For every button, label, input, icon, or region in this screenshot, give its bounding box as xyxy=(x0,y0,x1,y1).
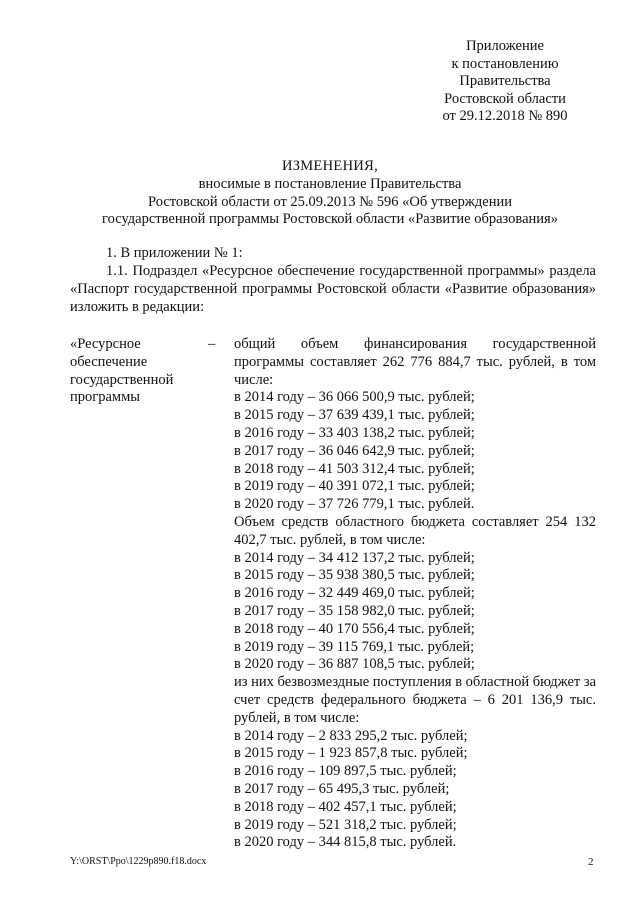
federal-year-line: в 2019 году – 521 318,2 тыс. рублей; xyxy=(234,816,457,833)
paragraph-1: 1. В приложении № 1: xyxy=(106,245,243,261)
regional-year-line: в 2015 году – 35 938 380,5 тыс. рублей; xyxy=(234,567,475,584)
total-year-line: в 2020 году – 37 726 779,1 тыс. рублей. xyxy=(234,496,475,513)
document-title xyxy=(60,158,600,229)
separator-dash: – xyxy=(208,336,216,352)
federal-intro: из них безвозмездные поступления в областной бюджет за счет средств федерального бюджета – 6 201 136,9 тыс. рублей, в том числе: xyxy=(234,674,597,726)
total-year-line: в 2019 году – 40 391 072,1 тыс. рублей; xyxy=(234,478,475,495)
total-year-line: в 2015 году – 37 639 439,1 тыс. рублей; xyxy=(234,407,475,424)
federal-year-line: в 2018 году – 402 457,1 тыс. рублей; xyxy=(234,798,457,815)
appendix-line: Ростовской области xyxy=(444,90,566,107)
appendix-line: Правительства xyxy=(459,73,551,90)
federal-year-line: в 2016 году – 109 897,5 тыс. рублей; xyxy=(234,763,457,780)
federal-year-line: в 2017 году – 65 495,3 тыс. рублей; xyxy=(234,780,450,797)
total-year-line: в 2016 году – 33 403 138,2 тыс. рублей; xyxy=(234,424,475,441)
title-line: вносимые в постановление Правительства xyxy=(198,175,462,192)
title-line: государственной программы Ростовской области «Развитие образования» xyxy=(102,211,558,228)
resource-label-line: программы xyxy=(70,389,140,406)
appendix-header xyxy=(420,38,590,126)
total-year-line: в 2014 году – 36 066 500,9 тыс. рублей; xyxy=(234,389,475,406)
appendix-line: Приложение xyxy=(466,38,544,54)
federal-year-line: в 2020 году – 344 815,8 тыс. рублей. xyxy=(234,834,457,851)
total-year-line: в 2017 году – 36 046 642,9 тыс. рублей; xyxy=(234,442,475,459)
total-year-line: в 2018 году – 41 503 312,4 тыс. рублей; xyxy=(234,460,475,477)
regional-year-line: в 2016 году – 32 449 469,0 тыс. рублей; xyxy=(234,585,475,602)
regional-year-line: в 2020 году – 36 887 108,5 тыс. рублей; xyxy=(234,656,475,673)
resource-details xyxy=(234,336,596,852)
resource-label-line: «Ресурсное xyxy=(70,336,141,352)
appendix-line: от 29.12.2018 № 890 xyxy=(442,108,568,125)
regional-year-line: в 2014 году – 34 412 137,2 тыс. рублей; xyxy=(234,549,475,566)
regional-year-line: в 2017 году – 35 158 982,0 тыс. рублей; xyxy=(234,602,475,619)
paragraph-1-1: 1.1. Подраздел «Ресурсное обеспечение государственной программы» раздела «Паспорт государственной программы Ростовской области «Развитие образования» изложить в редакции: xyxy=(70,263,596,315)
resource-label xyxy=(70,336,210,407)
federal-year-line: в 2015 году – 1 923 857,8 тыс. рублей; xyxy=(234,745,468,762)
regional-intro: Объем средств областного бюджета составляет 254 132 402,7 тыс. рублей, в том числе: xyxy=(234,513,596,548)
total-intro: общий объем финансирования государственной программы составляет 262 776 884,7 тыс. рублей, в том числе: xyxy=(234,336,596,388)
title-line: Ростовской области от 25.09.2013 № 596 «Об утверждении xyxy=(148,193,512,210)
title-heading: ИЗМЕНЕНИЯ, xyxy=(281,158,379,174)
regional-year-line: в 2019 году – 39 115 769,1 тыс. рублей; xyxy=(234,638,475,655)
file-path-footer: Y:\ORST\Ppo\1229p890.f18.docx xyxy=(70,856,207,867)
page-number: 2 xyxy=(588,856,594,868)
federal-year-line: в 2014 году – 2 833 295,2 тыс. рублей; xyxy=(234,727,468,744)
regional-year-line: в 2018 году – 40 170 556,4 тыс. рублей; xyxy=(234,620,475,637)
resource-label-line: государственной xyxy=(70,371,174,388)
appendix-line: к постановлению xyxy=(451,55,559,72)
resource-label-line: обеспечение xyxy=(70,353,148,370)
